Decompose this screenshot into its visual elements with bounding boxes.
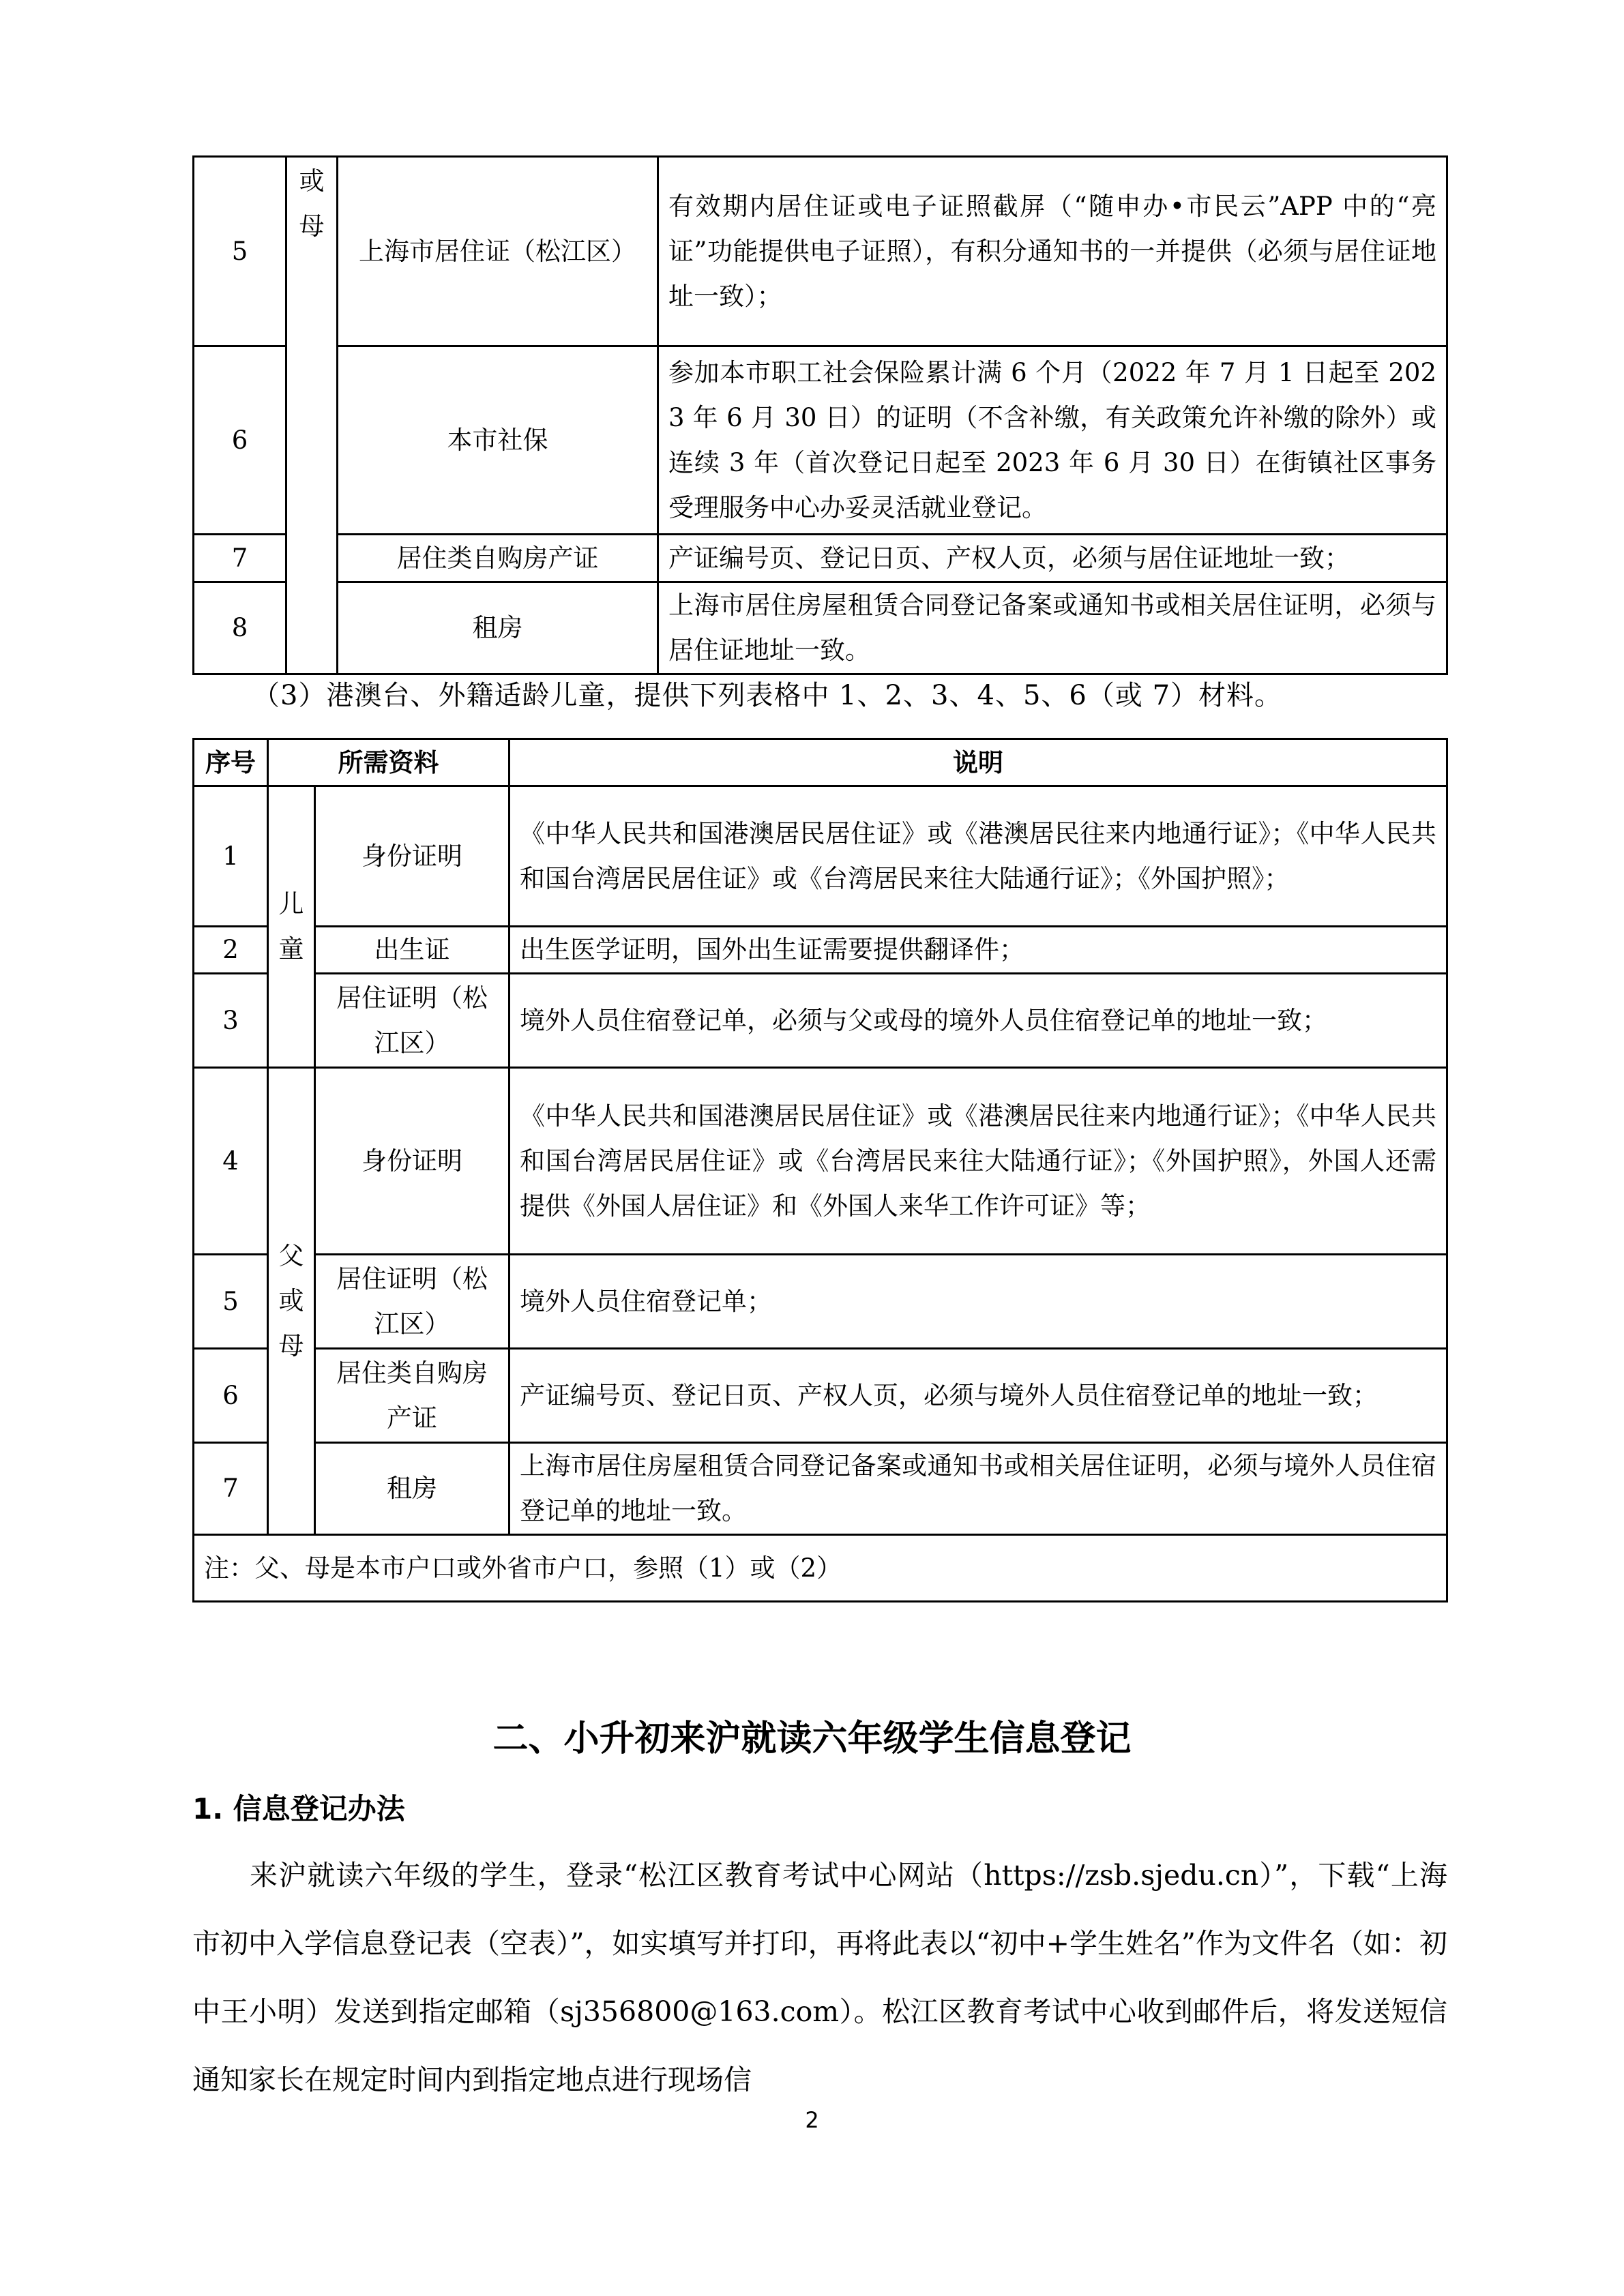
table-header-row xyxy=(194,739,1447,786)
material-description: 产证编号页、登记日页、产权人页，必须与居住证地址一致； xyxy=(658,535,1447,582)
row-number: 2 xyxy=(194,927,268,974)
table-row xyxy=(194,927,1447,974)
table-row xyxy=(194,535,1447,582)
material-description: 参加本市职工社会保险累计满 6 个月（2022 年 7 月 1 日起至 2023 年 6 月 30 日）的证明（不含补缴，有关政策允许补缴的除外）或连续 3 年（首次登记日起至 2023 年 6 月 30 日）在街镇社区事务受理服务中心办妥灵活就业登记。 xyxy=(658,346,1447,535)
material-description: 产证编号页、登记日页、产权人页，必须与境外人员住宿登记单的地址一致； xyxy=(510,1349,1447,1443)
group-label-char: 父 xyxy=(278,1241,304,1270)
table-note: 注：父、母是本市户口或外省市户口，参照（1）或（2） xyxy=(194,1535,1447,1602)
material-name: 上海市居住证（松江区） xyxy=(338,157,658,346)
material-description: 《中华人民共和国港澳居民居住证》或《港澳居民往来内地通行证》；《中华人民共和国台湾居民居住证》或《台湾居民来往大陆通行证》；《外国护照》； xyxy=(510,786,1447,927)
subsection-title: 1. 信息登记办法 xyxy=(192,1792,405,1825)
table-row xyxy=(194,1443,1447,1535)
material-name: 身份证明 xyxy=(315,1068,510,1255)
table-row xyxy=(194,1255,1447,1349)
header-description: 说明 xyxy=(510,739,1447,786)
row-number: 5 xyxy=(194,1255,268,1349)
material-description: 《中华人民共和国港澳居民居住证》或《港澳居民往来内地通行证》；《中华人民共和国台湾居民居住证》或《台湾居民来往大陆通行证》；《外国护照》，外国人还需提供《外国人居住证》和《外国人来华工作许可证》等； xyxy=(510,1068,1447,1255)
material-name: 居住类自购房产证 xyxy=(338,535,658,582)
row-number: 1 xyxy=(194,786,268,927)
material-name: 居住类自购房产证 xyxy=(315,1349,510,1443)
material-description: 上海市居住房屋租赁合同登记备案或通知书或相关居住证明，必须与境外人员住宿登记单的地址一致。 xyxy=(510,1443,1447,1535)
row-number: 6 xyxy=(194,1349,268,1443)
table-note-row xyxy=(194,1535,1447,1602)
group-label-char: 母 xyxy=(278,1331,304,1360)
material-description: 上海市居住房屋租赁合同登记备案或通知书或相关居住证明，必须与居住证地址一致。 xyxy=(658,582,1447,674)
material-name: 居住证明（松江区） xyxy=(315,1255,510,1349)
table-row xyxy=(194,1349,1447,1443)
material-description: 境外人员住宿登记单； xyxy=(510,1255,1447,1349)
section-title: 二、小升初来沪就读六年级学生信息登记 xyxy=(492,1718,1132,1759)
group-label-char: 或 xyxy=(278,1286,304,1315)
page-number: 2 xyxy=(805,2107,819,2133)
foreign-materials-table xyxy=(192,738,1448,1602)
material-description: 有效期内居住证或电子证照截屏（“随申办•市民云”APP 中的“亮证”功能提供电子证照），有积分通知书的一并提供（必须与居住证地址一致）； xyxy=(658,157,1447,346)
header-material: 所需资料 xyxy=(268,739,510,786)
body-paragraph: 来沪就读六年级的学生，登录“松江区教育考试中心网站（https://zsb.sjedu.cn）”，下载“上海市初中入学信息登记表（空表）”，如实填写并打印，再将此表以“初中+学生姓名”作为文件名（如：初中王小明）发送到指定邮箱（sj356800@163.com）。松江区教育考试中心收到邮件后，将发送短信通知家长在规定时间内到指定地点进行现场信 xyxy=(192,1859,1447,2096)
group-label-char: 或 xyxy=(299,166,325,196)
intro-foreign-children: （3）港澳台、外籍适龄儿童，提供下列表格中 1、2、3、4、5、6（或 7）材料。 xyxy=(252,680,1283,711)
material-name: 身份证明 xyxy=(315,786,510,927)
materials-table-continued xyxy=(192,155,1448,675)
group-label-char: 儿 xyxy=(278,889,304,919)
row-number: 3 xyxy=(194,974,268,1068)
table-row xyxy=(194,1068,1447,1255)
material-name: 租房 xyxy=(315,1443,510,1535)
group-label-parent xyxy=(286,157,338,674)
table-row xyxy=(194,157,1447,346)
group-label-char: 母 xyxy=(299,211,325,241)
row-number: 8 xyxy=(194,582,286,674)
row-number: 4 xyxy=(194,1068,268,1255)
table-row xyxy=(194,786,1447,927)
header-number: 序号 xyxy=(194,739,268,786)
group-label-parent xyxy=(268,1068,315,1535)
row-number: 6 xyxy=(194,346,286,535)
row-number: 5 xyxy=(194,157,286,346)
row-number: 7 xyxy=(194,535,286,582)
group-label-child xyxy=(268,786,315,1068)
material-name: 出生证 xyxy=(315,927,510,974)
material-name: 租房 xyxy=(338,582,658,674)
material-name: 居住证明（松江区） xyxy=(315,974,510,1068)
group-label-char: 童 xyxy=(278,934,304,964)
material-description: 出生医学证明，国外出生证需要提供翻译件； xyxy=(510,927,1447,974)
row-number: 7 xyxy=(194,1443,268,1535)
material-description: 境外人员住宿登记单，必须与父或母的境外人员住宿登记单的地址一致； xyxy=(510,974,1447,1068)
table-row xyxy=(194,974,1447,1068)
table-row xyxy=(194,582,1447,674)
table-row xyxy=(194,346,1447,535)
material-name: 本市社保 xyxy=(338,346,658,535)
